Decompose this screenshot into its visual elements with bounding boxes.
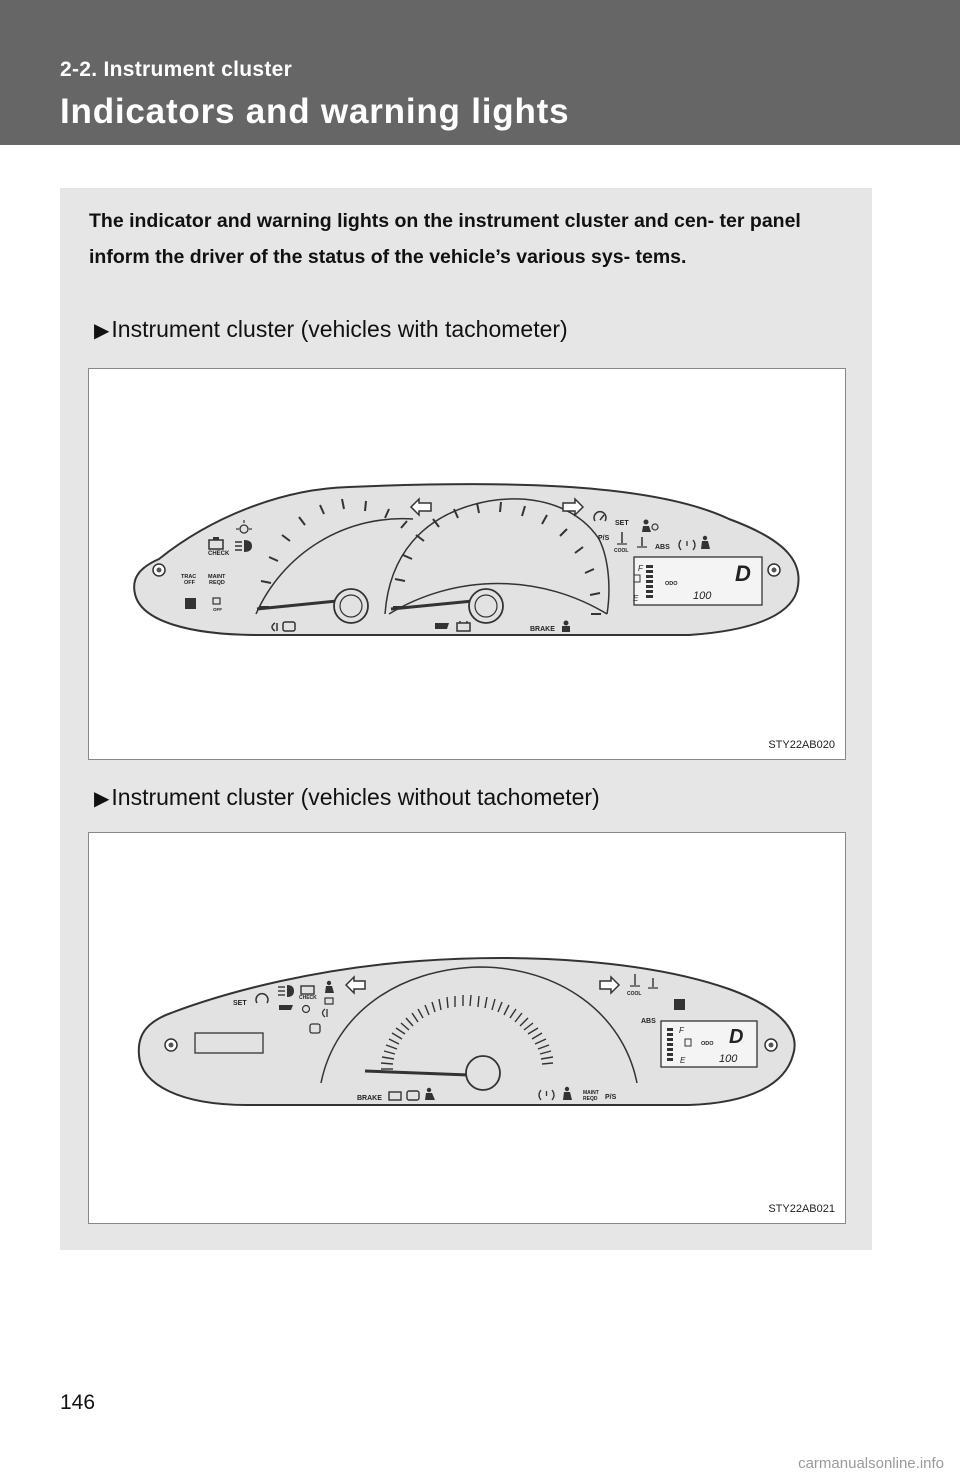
mount-hole-right xyxy=(765,1039,777,1051)
abs-label: ABS xyxy=(655,544,670,551)
standard-cluster-illustration xyxy=(89,833,845,1223)
figure-1-caption xyxy=(94,316,568,343)
check-label: CHECK xyxy=(208,551,230,557)
figure-2-code: STY22AB021 xyxy=(768,1203,835,1215)
mount-hole-left xyxy=(153,564,165,576)
maint-label: MAINT xyxy=(208,574,226,580)
maint-reqd-label: REQD xyxy=(209,580,225,586)
tachometer-cluster-illustration xyxy=(89,369,845,759)
trip-display xyxy=(195,1033,263,1053)
fuel-full-label: F xyxy=(638,564,643,573)
trac-label: TRAC xyxy=(181,574,197,580)
odometer-value: 100 xyxy=(719,1053,738,1065)
maint-label: MAINT xyxy=(583,1090,599,1096)
slip-off-label: OFF xyxy=(213,607,222,612)
speedometer-hub xyxy=(466,1056,500,1090)
cool-label: COOL xyxy=(627,991,642,997)
figure-1-code: STY22AB020 xyxy=(768,739,835,751)
cruise-main-icon xyxy=(185,598,196,609)
fuel-full-label: F xyxy=(679,1026,684,1035)
page-number: 146 xyxy=(60,1391,96,1414)
check-label: CHECK xyxy=(299,995,317,1001)
set-label: SET xyxy=(233,1000,247,1007)
fuel-empty-label: E xyxy=(633,594,639,603)
odo-label: ODO xyxy=(665,581,678,587)
figure-1-caption-text: Instrument cluster (vehicles with tachometer) xyxy=(111,316,568,342)
figure-2-caption xyxy=(94,784,600,811)
abs-label: ABS xyxy=(641,1018,656,1025)
ps-label: P/S xyxy=(605,1094,617,1101)
brake-label: BRAKE xyxy=(530,626,555,633)
mount-hole-left xyxy=(165,1039,177,1051)
intro-paragraph: The indicator and warning lights on the instrument cluster and cen- ter panel inform the driver of the status of the vehicle’s various sys- tems. xyxy=(89,210,801,268)
maint-reqd-label: REQD xyxy=(583,1096,598,1102)
figure-1-tachometer-cluster xyxy=(88,368,846,760)
gear-indicator: D xyxy=(729,1026,744,1048)
brake-label: BRAKE xyxy=(357,1095,382,1102)
page-header xyxy=(0,0,960,145)
odometer-value: 100 xyxy=(693,590,712,602)
section-label: 2-2. Instrument cluster xyxy=(60,58,293,81)
set-label: SET xyxy=(615,520,629,527)
cruise-main-icon xyxy=(674,999,685,1010)
ps-label: P/S xyxy=(598,535,610,542)
triangle-bullet-icon: ▶ xyxy=(94,320,110,342)
gear-indicator: D xyxy=(735,561,751,586)
fuel-empty-label: E xyxy=(680,1056,686,1065)
watermark: carmanualsonline.info xyxy=(798,1455,944,1472)
cool-label: COOL xyxy=(614,548,629,554)
mount-hole-right xyxy=(768,564,780,576)
triangle-bullet-icon: ▶ xyxy=(94,788,110,810)
oil-pressure-icon xyxy=(279,1005,293,1010)
page-title: Indicators and warning lights xyxy=(60,92,570,131)
trac-off-label: OFF xyxy=(184,580,195,586)
figure-2-caption-text: Instrument cluster (vehicles without tachometer) xyxy=(111,784,600,810)
oil-pressure-icon xyxy=(435,623,449,629)
figure-2-standard-cluster xyxy=(88,832,846,1224)
odo-label: ODO xyxy=(701,1041,714,1047)
